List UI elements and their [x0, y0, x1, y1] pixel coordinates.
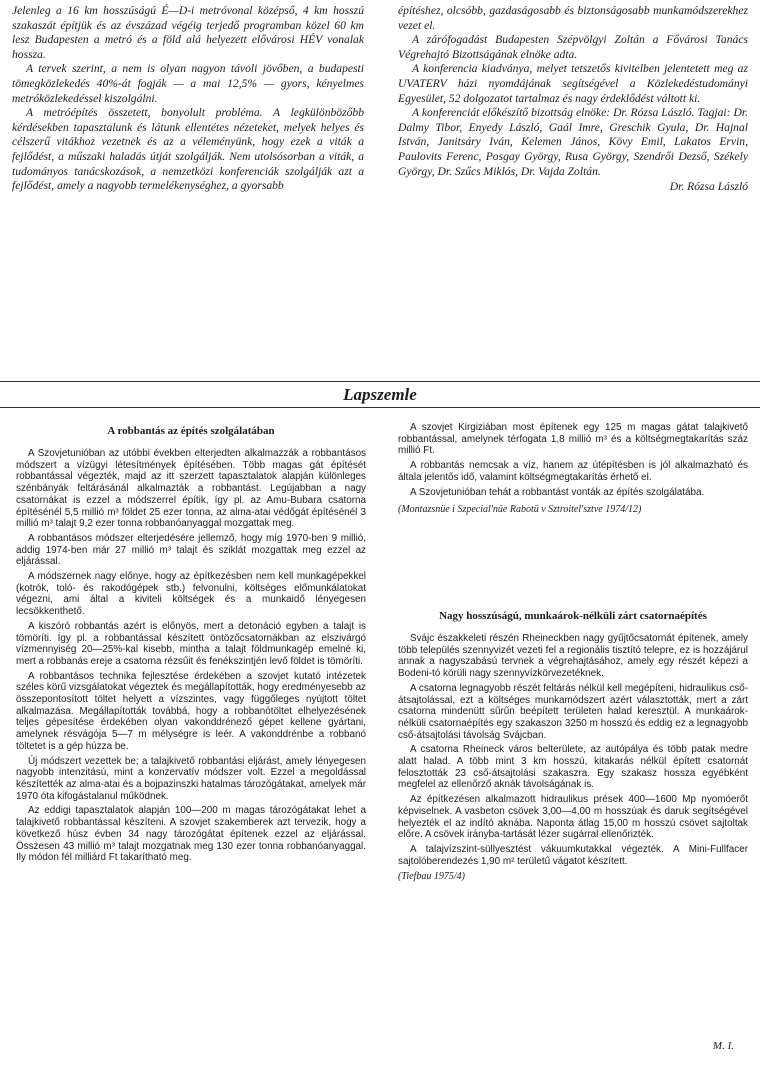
article2-paragraph: Az építkezésen alkalmazott hidraulikus prések 400—1600 Mp nyomóerőt képviselnek. A vasbeton csövek 3,00—4,00 m hosszúak és daruk segítségével helyezték el az indító aknába. Naponta átlag 15,00 m hosszú csövet sajtoltak előre. A csövek irányba-tartását lézer sugárral ellenőrizték. [398, 794, 748, 841]
section-rule [0, 381, 760, 382]
article1-paragraph: A módszernek nagy előnye, hogy az építkezésben nem kell munkagépekkel (kotrók, toló- és rakodógépek stb.) felvonulni, költséges előmunkálatokat végezni, ami által a kiviteli költségek és a munkaidő lényegesen lecsökkenthető. [16, 571, 366, 618]
section-rule [0, 407, 760, 408]
top-signature: Dr. Rózsa László [669, 180, 748, 194]
article1-right-column [398, 422, 748, 517]
article1-paragraph: Új módszert vezettek be; a talajkivető robbantási eljárást, amely lényegesen nagyobb intenzitású, mint a konzervatív módszer volt. Ezzel a megoldással készítették az alma-atai és a bojpazinszki hatalmas tározógátakat, amelyek már 1970 óta kifogástalanul működnek. [16, 755, 366, 802]
article2-paragraph: A csatorna legnagyobb részét feltárás nélkül kell megépíteni, hidraulikus cső-átsajtolással, ezt a költséges munkamódszert azért választották, mert a zárt csatorna mindenütt sűrűn beépített területen halad keresztül. A munkaárok-nélküli csatornaépítés egy szakaszon 3250 m hosszú és eddig ez a legnagyobb cső-átsajtolási távolság Svájcban. [398, 682, 748, 741]
top-left-paragraph: Jelenleg a 16 km hosszúságú É—D-i metróvonal középső, 4 km hosszú szakaszát építjük és az évszázad végéig terjedő programban közel 60 km lesz Budapesten a metró és a föld alá helyezett elővárosi HÉV vonalak hossza. [12, 4, 364, 61]
article1-paragraph: Az eddigi tapasztalatok alapján 100—200 m magas tározógátakat lehet a talajkivető robbantással készíteni. A szovjet szakemberek azt tervezik, hogy a következő húsz évben 34 nagy tározógátat építenek ezzel az eljárással. Összesen 43 millió m³ talajt mozgatnak meg 130 ezer tonna robbanóanyaggal. Ily módon fél milliárd Ft takarítható meg. [16, 805, 366, 864]
top-right-paragraph: A konferencia kiadványa, melyet tetszetős kivitelben jelentetett meg az UVATERV házi nyomdájának segítségével a Közlekedéstudományi Egyesület, 52 dolgozatot tartalmaz és nagy érdeklődést váltott ki. [398, 62, 748, 105]
article2-title: Nagy hosszúságú, munkaárok-nélküli zárt csatornaépítés [439, 610, 707, 622]
section-title: Lapszemle [343, 385, 417, 404]
article2-source: (Tiefbau 1975/4) [398, 871, 465, 883]
top-right-paragraph: A konferenciát előkészítő bizottság elnöke: Dr. Rózsa László. Tagjai: Dr. Dalmy Tibor, Enyedy László, Gaál Imre, Greschik Gyula, Dr. Hajnal István, Janitsáry Iván, Kelemen János, Kövy Emil, Lakatos Ervin, Paulovits Ferenc, Posgay György, Rusa György, Szendrői Dezső, Székely György, Dr. Szűcs Miklós, Dr. Vajda Zoltán. [398, 106, 748, 178]
article1-paragraph: A robbantásos technika fejlesztése érdekében a szovjet kutató intézetek széles körű vizsgálatokat végeztek és megállapították, hogy eredményesebb az összepontosított töltet helyett a vízszintes, vagy függőleges nyújtott töltet alkalmazása. Megállapították továbbá, hogy a robbanótöltet elhelyezésének teljes gépesítése érdekében olyan vakonddrénező gépet kellene gyártani, amelynek résvágója 5—7 m mélységre is leér. A vakonddrénbe a robbanó töltetet is a gép húzza be. [16, 670, 366, 752]
article1-paragraph: A kiszóró robbantás azért is előnyös, mert a detonáció egyben a talajt is tömöríti. Így pl. a robbantással készített öntözőcsatornákban az elszivárgó vízmennyiség 20—25%-kal kisebb, mintha a talajt földmunkagép emelné ki, mert a robbanás ereje a csatorna rézsűit és fenékszintjén levő földet is tömöríti. [16, 620, 366, 667]
article1-paragraph: A Szovjetunióban tehát a robbantást vonták az építés szolgálatába. [410, 486, 705, 498]
article1-paragraph: A szovjet Kirgiziában most építenek egy 125 m magas gátat talajkivető robbantással, amelynek térfogata 1,8 millió m³ és a költségmegtakarítás száz millió Ft. [398, 422, 748, 457]
top-left-paragraph: A metróépítés összetett, bonyolult probléma. A legkülönbözőbb kérdésekben tapasztalunk és látunk ellentétes nézeteket, melyek helyes és célszerű vitákhoz vezetnek és az a véleményünk, hogy ezek a viták a fejlődést, a műszaki haladás útját szolgálják. Nem utolsósorban a viták, a tudományos tanácskozások, a nemzetközi konferenciák szolgálják azt a fejlődést, amely a nagyobb termelékenységhez, a gyorsabb [12, 106, 364, 193]
top-left-column [12, 4, 364, 194]
article1-paragraph: A robbantás nemcsak a víz, hanem az útépítésben is jól alkalmazható és általa jelentős idő, valamint költségmegtakarítás érhető el. [398, 460, 748, 483]
article2-paragraph: Svájc északkeleti részén Rheineckben nagy gyűjtőcsatornát építenek, amely több település szennyvizét vezeti fel a regionális tisztító telepre, ez is hozzájárul annak a nagyszabású tervnek a végrehajtásához, amely egy részét képezi a Bodeni-tó körüli nagy szennyvízkörvezetéknek. [398, 633, 748, 680]
top-left-paragraph: A tervek szerint, a nem is olyan nagyon távoli jövőben, a budapesti tömegközlekedés 40%-át fogják — a mai 12,5% — gyors, kényelmes metróközlekedéssel kiszolgálni. [12, 62, 364, 105]
top-right-paragraph: építéshez, olcsóbb, gazdaságosabb és biztonságosabb munkamódszerekhez vezet el. [398, 4, 748, 32]
article2-column [398, 610, 748, 883]
article2-signature: M. I. [712, 1040, 734, 1052]
article1-left-column [16, 425, 366, 867]
article1-title: A robbantás az építés szolgálatában [107, 425, 275, 437]
article1-paragraph: A robbantásos módszer elterjedésére jellemző, hogy míg 1970-ben 9 millió, addig 1974-ben már 27 millió m³ talajt és sziklát mozgattak meg ezzel az eljárással. [16, 532, 366, 568]
top-right-paragraph: A zárófogadást Budapesten Szépvölgyi Zoltán a Fővárosi Tanács Végrehajtó Bizottságának elnöke adta. [398, 33, 748, 61]
top-right-column [398, 4, 748, 195]
article2-paragraph: A csatorna Rheineck város belterülete, az autópálya és több patak medre alatt halad. A több mint 3 km hosszú, kitakarás nélkül épített csatornát felosztották 23 cső-átsajtolási szakaszra. Egy szakasz hossza egyébként megfelel az ellenőrző aknák távolságának is. [398, 744, 748, 791]
article2-paragraph: A talajvízszint-süllyesztést vákuumkutakkal végezték. A Mini-Fullfacer sajtolóberendezés 1,90 m² területű vágatot készített. [398, 843, 748, 867]
article1-source: (Montazsnüe i Szpecial'nüe Rabotü v Sztroitel'sztve 1974/12) [398, 504, 642, 516]
article1-paragraph: A Szovjetunióban az utóbbi években elterjedten alkalmazzák a robbantásos módszert a vízügyi létesítmények építésében. Több magas gát építését robbantással végezték, majd az itt szerzett tapasztalatok alapján különleges szénbányák feltárásánál alkalmazták a robbantást. Legújabban a nagy csatornákat is ezzel a módszerrel építik, így pl. az Amu-Bubara csatorna építésénél 5,5 millió m³ földet 25 ezer tonna, az alma-atai védőgát építésénél 3 millió m³ talajt 9,2 ezer tonna robbanóanyaggal mozgattak meg. [16, 448, 366, 530]
